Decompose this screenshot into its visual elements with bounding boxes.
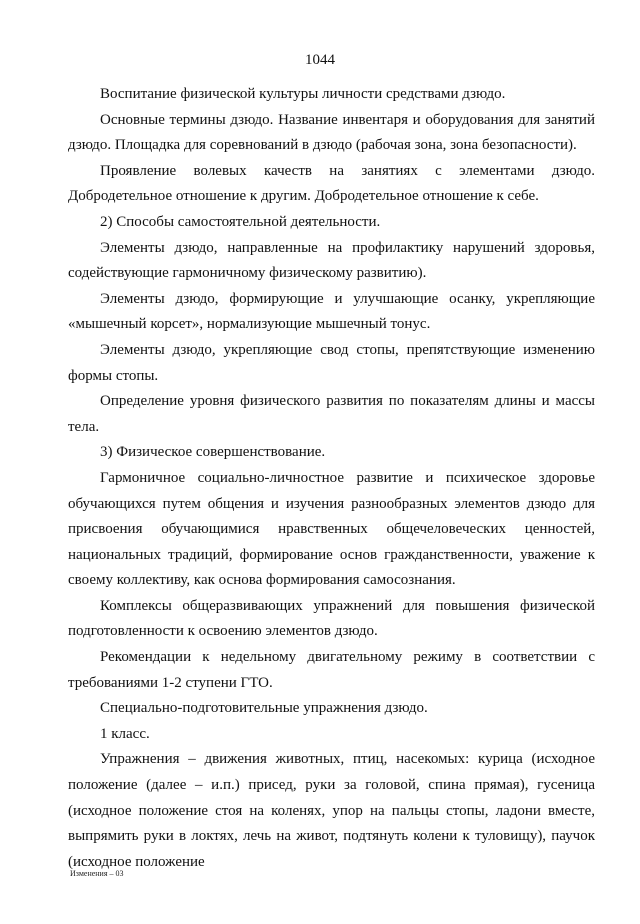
paragraph: Проявление волевых качеств на занятиях с элементами дзюдо. Добродетельное отношение к другим. Добродетельное отношение к себе. xyxy=(68,162,595,205)
paragraph: Элементы дзюдо, формирующие и улучшающие осанку, укрепляющие «мышечный корсет», нормализующие мышечный тонус. xyxy=(68,290,595,333)
paragraph: Гармоничное социально-личностное развитие и психическое здоровье обучающихся путем общения и изучения разнообразных элементов дзюдо для присвоения обучающимися нравственных общечеловеческих ценностей, национальных традиций, формирование основ гражданственности, уважение к своему коллективу, как основа формирования самосознания. xyxy=(68,469,595,589)
footer-revision-note: Изменения – 03 xyxy=(70,869,124,878)
section-heading: 3) Физическое совершенствование. xyxy=(100,444,326,461)
paragraph: Комплексы общеразвивающих упражнений для повышения физической подготовленности к освоению элементов дзюдо. xyxy=(68,597,595,640)
paragraph: Упражнения – движения животных, птиц, насекомых: курица (исходное положение (далее – и.п.) присед, руки за головой, спина прямая), гусеница (исходное положение стоя на коленях, упор на пальцы стопы, ладони вместе, выпрямить руки в локтях, лечь на живот, подтянуть колени к туловищу), паучок (исходное положение xyxy=(68,751,595,870)
section-heading: 2) Способы самостоятельной деятельности. xyxy=(100,213,381,230)
paragraph: Рекомендации к недельному двигательному режиму в соответствии с требованиями 1-2 ступени ГТО. xyxy=(68,649,595,691)
document-body xyxy=(68,82,595,875)
paragraph: Элементы дзюдо, укрепляющие свод стопы, препятствующие изменению формы стопы. xyxy=(68,341,595,384)
paragraph: Специально-подготовительные упражнения дзюдо. xyxy=(100,700,428,717)
paragraph: 1 класс. xyxy=(100,725,150,742)
paragraph: Воспитание физической культуры личности средствами дзюдо. xyxy=(100,86,506,102)
paragraph: Определение уровня физического развития по показателям длины и массы тела. xyxy=(68,393,595,435)
paragraph: Элементы дзюдо, направленные на профилактику нарушений здоровья, содействующие гармоничному физическому развитию). xyxy=(68,239,595,282)
page-number: 1044 xyxy=(305,52,335,68)
paragraph: Основные термины дзюдо. Название инвентаря и оборудования для занятий дзюдо. Площадка для соревнований в дзюдо (рабочая зона, зона безопасности). xyxy=(68,111,595,154)
